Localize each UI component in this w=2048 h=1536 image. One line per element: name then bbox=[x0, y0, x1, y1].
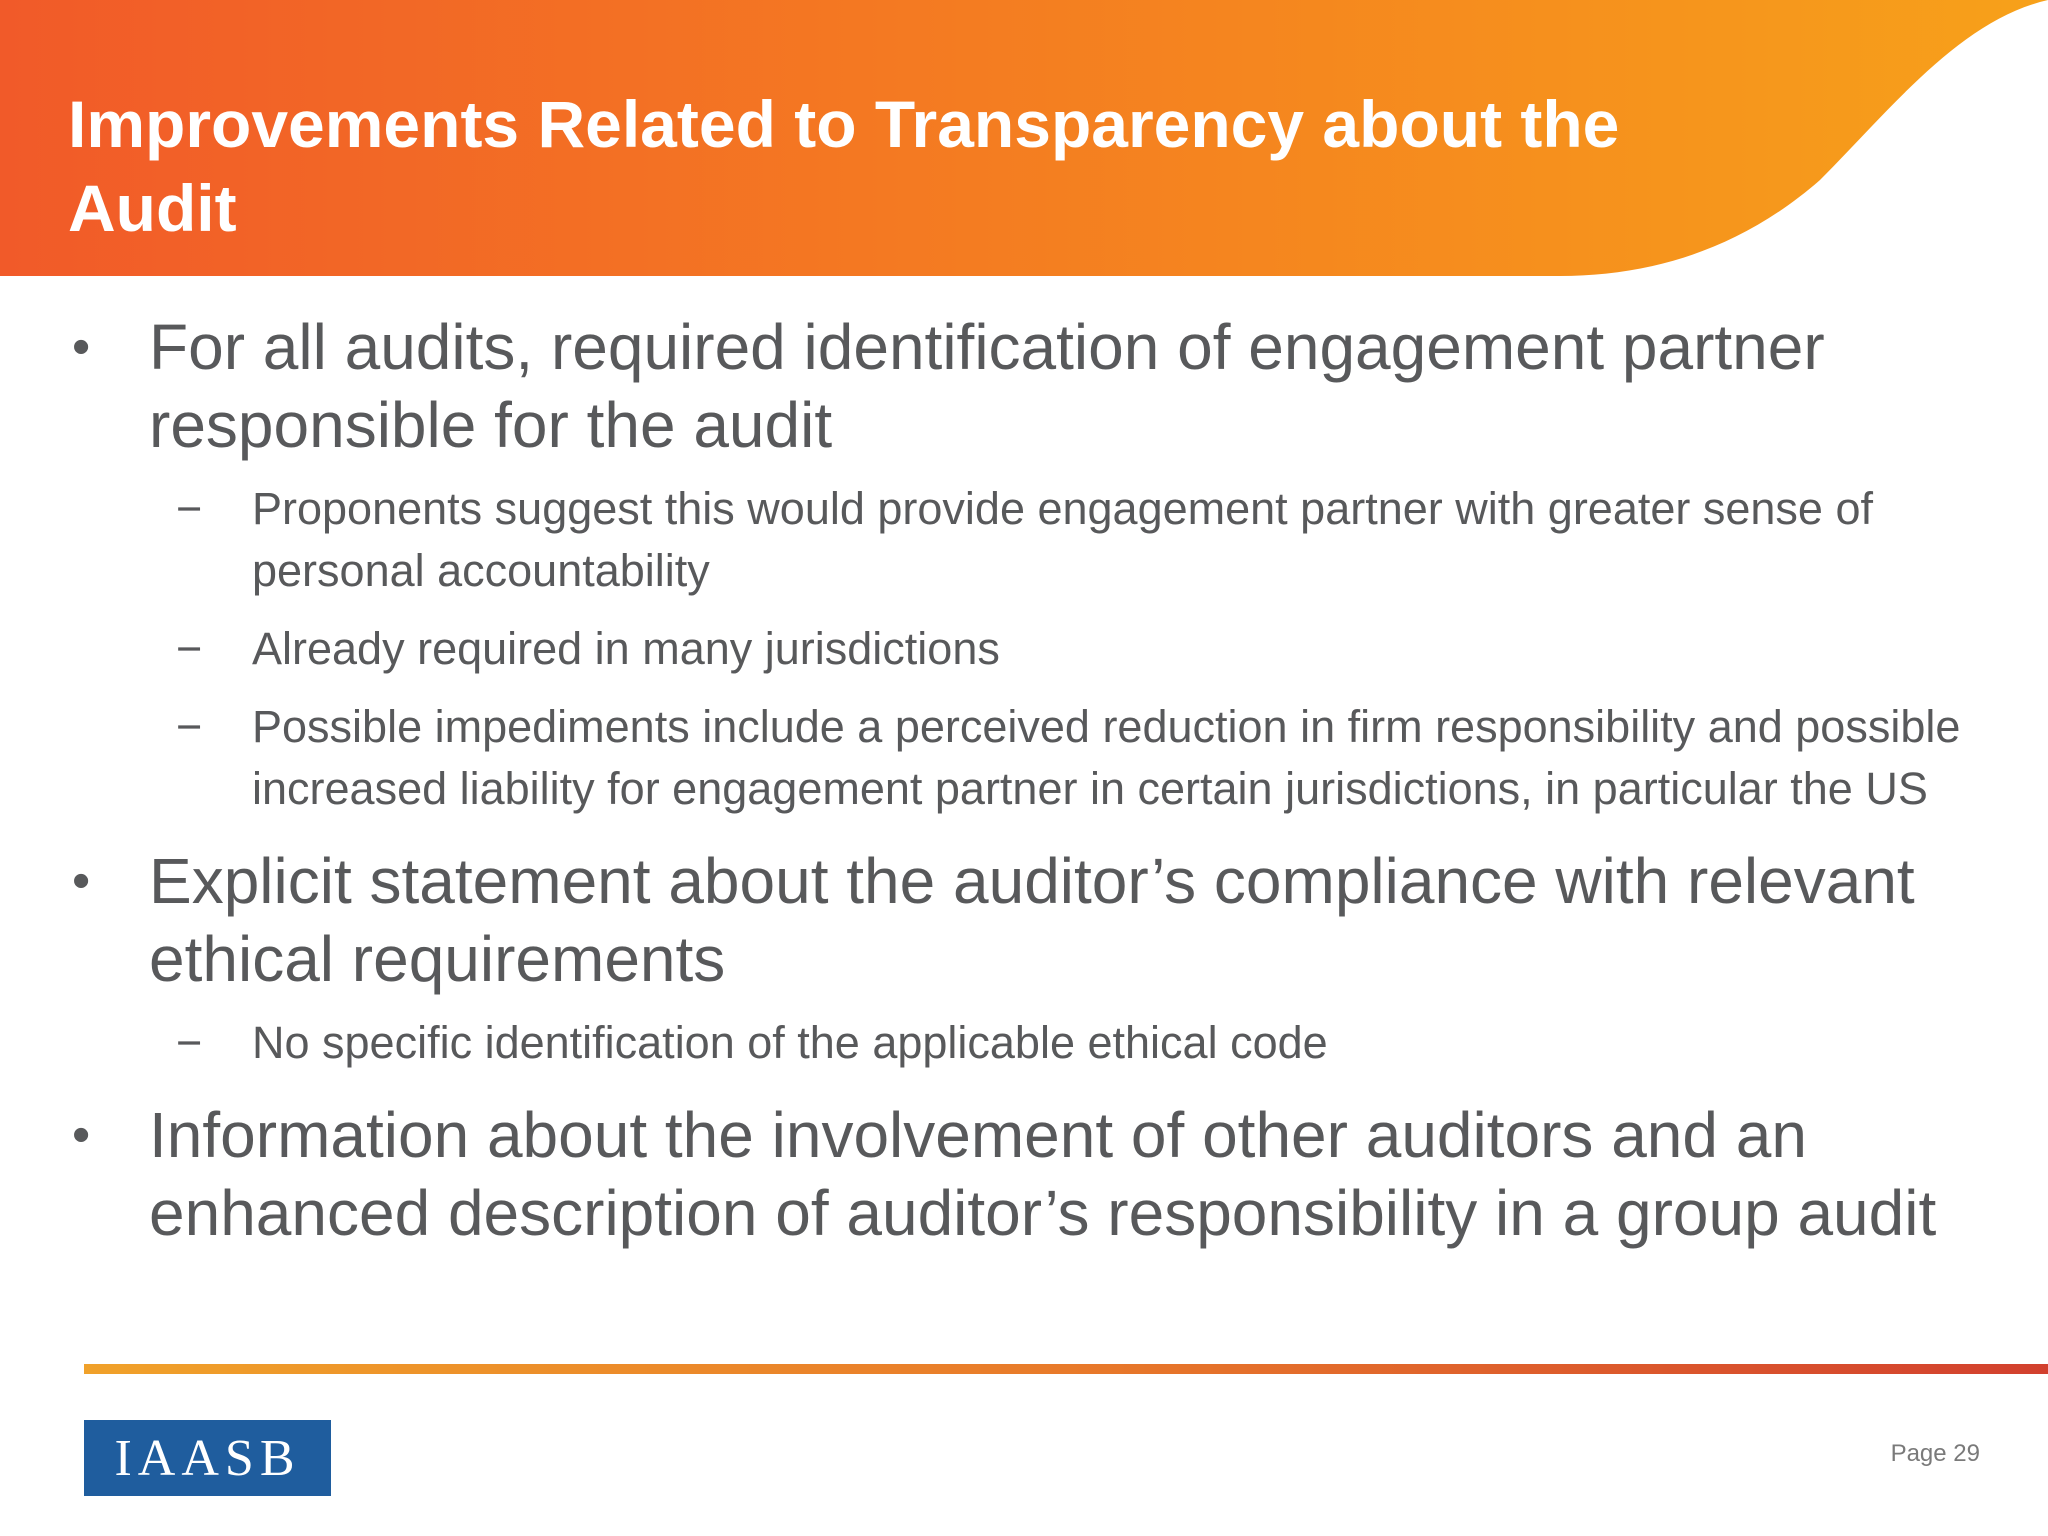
bullet-marker: • bbox=[72, 318, 91, 376]
bullet-marker: • bbox=[72, 852, 91, 910]
footer-divider bbox=[84, 1364, 2048, 1374]
sub-bullet-item bbox=[0, 618, 2048, 680]
bullet-text: Explicit statement about the auditor’s compliance with relevant ethical requirements bbox=[149, 845, 1915, 995]
slide-title: Improvements Related to Transparency about the Audit bbox=[68, 87, 1620, 245]
slide-content bbox=[0, 308, 2048, 1252]
bullet-item bbox=[0, 1096, 2048, 1252]
bullet-marker: • bbox=[72, 1106, 91, 1164]
sub-bullet-marker: − bbox=[176, 483, 203, 534]
sub-bullet-marker: − bbox=[176, 1017, 203, 1068]
page-number: Page 29 bbox=[1890, 1440, 1980, 1467]
sub-bullet-item bbox=[0, 478, 2048, 602]
bullet-item bbox=[0, 308, 2048, 464]
sub-bullet-text: Proponents suggest this would provide engagement partner with greater sense of personal accountability bbox=[252, 483, 1873, 596]
iaasb-logo: IAASB bbox=[84, 1420, 331, 1496]
sub-bullet-marker: − bbox=[176, 623, 203, 674]
sub-bullet-marker: − bbox=[176, 701, 203, 752]
bullet-text: For all audits, required identification of engagement partner responsible for the audit bbox=[149, 311, 1825, 461]
sub-bullet-item bbox=[0, 1012, 2048, 1074]
sub-bullet-text: Already required in many jurisdictions bbox=[252, 623, 1000, 674]
sub-bullet-text: No specific identification of the applicable ethical code bbox=[252, 1017, 1328, 1068]
sub-bullet-item bbox=[0, 696, 2048, 820]
bullet-item bbox=[0, 842, 2048, 998]
bullet-text: Information about the involvement of other auditors and an enhanced description of auditor’s responsibility in a group audit bbox=[149, 1099, 1937, 1249]
sub-bullet-text: Possible impediments include a perceived reduction in firm responsibility and possible increased liability for engagement partner in certain jurisdictions, in particular the US bbox=[252, 701, 1961, 814]
